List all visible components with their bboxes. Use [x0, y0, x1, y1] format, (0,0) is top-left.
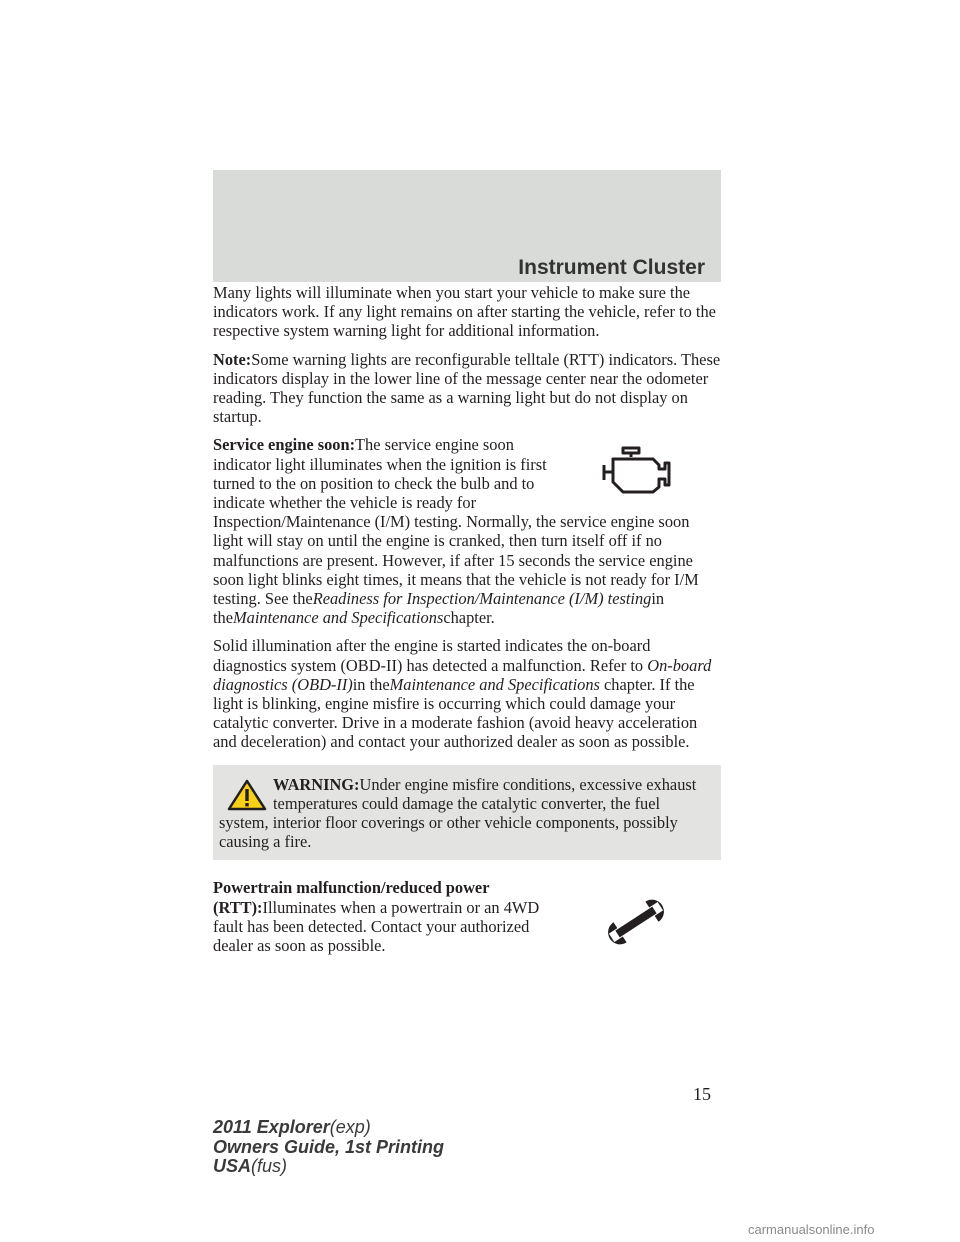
powertrain-text: Illuminates when a powertrain or an 4WD fault has been detected. Contact your authorized dealer as soon as possible. — [213, 897, 540, 956]
solid-ref1: On-board diagnostics (OBD-II) — [213, 655, 712, 694]
footer-guide: Owners Guide, 1st Printing — [213, 1136, 445, 1157]
footer-imprint — [213, 1118, 444, 1177]
note-label: Note: — [213, 349, 252, 369]
solid-text1: Solid illumination after the engine is started indicates the on-board diagnostics system (OBD-II) has detected a malfunction. Refer to — [213, 636, 651, 675]
solid-mid: in the — [352, 674, 390, 694]
chapter-title: Instrument Cluster — [518, 256, 705, 279]
footer-market-code: (fus) — [251, 1156, 288, 1176]
page-number: 15 — [693, 1084, 711, 1104]
solid-illumination-paragraph — [213, 636, 721, 751]
chapter-header-band — [213, 170, 721, 282]
service-engine-ref2: Maintenance and Specifications — [233, 608, 444, 628]
page-content — [213, 283, 721, 966]
intro-paragraph: Many lights will illuminate when you start your vehicle to make sure the indicators work. If any light remains on after starting the vehicle, refer to the respective system warning light for additional information. — [213, 283, 716, 341]
warning-text-block — [219, 775, 709, 852]
service-engine-text: The service engine soon indicator light illuminates when the ignition is first turned to the on position to check the bulb and to indicate whether the vehicle is ready for Inspection/Maintenance (I/M) testing. Normally, the service engine soon light will stay on until the engine is cranked, then turn itself off if no malfunctions are present. However, if after 15 seconds the service engine soon light blinks eight times, it means that the vehicle is not ready for I/M testing. See the — [213, 435, 699, 609]
service-engine-tail: chapter. — [443, 608, 495, 628]
warning-label: WARNING: — [273, 774, 360, 794]
warning-text: Under engine misfire conditions, excessive exhaust temperatures could damage the catalytic converter, the fuel system, interior floor coverings or other vehicle components, possibly causing a fire. — [219, 774, 697, 852]
service-engine-mid: in the — [213, 589, 665, 628]
warning-triangle-icon — [227, 779, 267, 811]
solid-ref2: Maintenance and Specifications — [389, 674, 600, 694]
watermark-text: carmanualsonline.info — [748, 1222, 875, 1237]
powertrain-label: Powertrain malfunction/reduced power (RTT): — [213, 878, 490, 917]
service-engine-label: Service engine soon: — [213, 435, 356, 455]
note-text: Some warning lights are reconfigurable telltale (RTT) indicators. These indicators display in the lower line of the message center near the odometer reading. They function the same as a warning light but do not display on startup. — [213, 349, 721, 427]
note-paragraph — [213, 350, 721, 427]
footer-market: USA — [213, 1156, 252, 1176]
service-engine-ref1: Readiness for Inspection/Maintenance (I/M) testing — [312, 589, 652, 609]
footer-model-code: (exp) — [329, 1117, 371, 1137]
solid-text2: chapter. If the light is blinking, engine misfire is occurring which could damage your catalytic converter. Drive in a moderate fashion (avoid heavy acceleration and deceleration) and contact your authorized dealer as soon as possible. — [213, 674, 698, 752]
wrench-icon — [551, 878, 721, 966]
check-engine-icon — [551, 435, 721, 509]
warning-box — [213, 765, 721, 861]
footer-model: 2011 Explorer — [213, 1117, 330, 1137]
